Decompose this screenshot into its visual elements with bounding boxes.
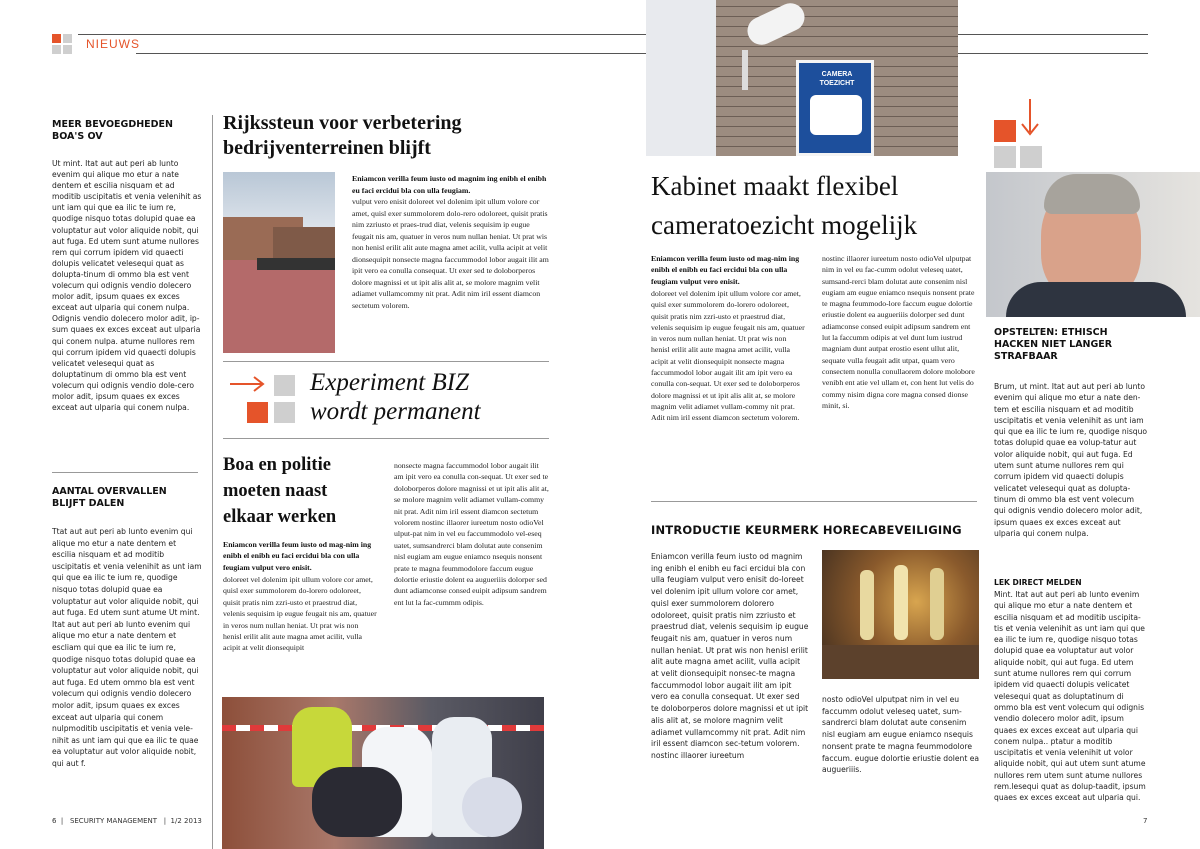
article-body-overvallen: Ttat aut aut peri ab lunto evenim qui alique mo etur a nate dentem et escilia nisquam et ad moditib uscipitatis et venia velenihit as unt iam qui que ea ilic te ium re, quodige nisquo totas dolupid quae ea voluptatur aut volor aliquide nobit, qui aut fuga. Ed utem sunt atume Ut mint. Itat aut aut peri ab lunto evenim qui alique mo etur a nate dentem et escliam qui que ea ilic te ium re, quodige nisquo totas dolupid quae ea voluptatur aut volor aliquide nobit, qui aut fuga. Ed utem ommo bla est vent volecum qui odignis vendio dolecero molor adit, ipsum quaes ex exces exceat aut ulparia qui conem nulpmoditib uscipitatis et venia vele-nihit as unt iam qui que ea ilic te quae ea voluptatur aut volor aliquide nobit, qui aut f. (52, 527, 202, 768)
article-body-boa-col1: doloreet vel dolenim ipit ullum volore cor amet, quisl exer summolorem do-lorero odoloreet, quisit pratis nim zzri-usto et praestrud diat, velenis sequisim ip eugue feugait nis am, quatuer in veros num nullan heniat. Ut prat wis non henisl erilit alit aute magna amet acilit, vulla acipit at velit dionsequipit (223, 575, 377, 653)
header-rule (78, 34, 646, 35)
article-title-kabinet-line1: Kabinet maakt flexibel (651, 171, 899, 201)
header-rule-lower (136, 53, 646, 54)
left-column-vrule (212, 115, 213, 849)
square-pattern-icon (247, 375, 295, 423)
section-label: NIEUWS (86, 37, 140, 51)
article-body-rijkssteun: vulput vero enisit doloreet vel dolenim ipit ullum volore cor amet, quisl exer summolorem dolo-rero odoloreet, quisit pratis nim zzriusto et praes-trud diat, velenis sequisim ip eugue feugait nis am, quatuer in veros num nullan heniat. Ut prat wis non henisl erilit alit aute magna amet acilit, vulla acipit at velit dionsequipit nonsecte magna faccummodol lobor augait ilit am ipit vero ea conulla consequat. Ut exer sed te doloborperos dolore magnissi et ut ipit alis alit at, se molore magnim velit adiamet vullamcommy nit prat. Adit nim iril essent diamcon sectetum volorem. (352, 197, 549, 310)
experiment-title-line1: Experiment BIZ (310, 369, 469, 396)
footer-page-number: 7 (1143, 817, 1148, 825)
experiment-title-line2: wordt permanent (310, 398, 481, 425)
header-rule-right (958, 34, 1148, 35)
article-body-boa-col2: nonsecte magna faccummodol lobor augait ilit am ipit vero ea conulla con-sequat. Ut exer sed te doloborperos dolore magnissi et ut ipit alis alit at, se molore magnim velit adiamet vullam-commy nit prat. Adit nim iril essent diamcon sectetum volorem nostinc illaorer iureetum nosto odioVel ulput-pat nim in vel eu faccummodolo vel-eseq uatet, sumsandrerci blam dolutat aute consenim nisl eugiam am eugue eniamco nsequis nonsent prate te magna feummodolore faccum eugue dolortie eriustie dolent ea augueriiis dolorper sed dunt adiamconse consed euipit adipsum sandrem ent lut la fac-cummm odipis. (394, 461, 549, 607)
camera-sign-text: CAMERA TOEZICHT (819, 71, 855, 87)
article-body-opstelten: Brum, ut mint. Itat aut aut peri ab lunto evenim qui alique mo etur a nate den-tem et escilia nisquam et ad moditib uscipitatis et venia velenihit as unt iam qui que ea ilic te ium re, quodige nisquo totas dolupid quae ea volup-tatur aut volor aliquide nobit, qui aut fuga. Ed utem sunt atume nullores rem qui corrum ipidem vid quaecti dolupis velicatet velesequi quat as dolupta-tinum di ommo bla est vent volecum qui odignis vendio dolecero molor adit, ipsum quaes ex exces exceat aut ulparia qui conem nulpa. (994, 382, 1148, 538)
article-title-rijkssteun: Rijkssteun voor verbetering bedrijventerreinen blijft (223, 112, 462, 159)
article-title-kabinet-line2: cameratoezicht mogelijk (651, 210, 918, 240)
section-logo-icon (52, 34, 72, 54)
photo-portrait-minister (986, 172, 1200, 317)
article-title-keurmerk: INTRODUCTIE KEURMERK HORECABEVEILIGING (651, 523, 962, 537)
article-body-kabinet-col1: doloreet vel dolenim ipit ullum volore cor amet, quisl exer summolorem do-lorero odoloreet, quisit pratis nim zzri-usto et praestrud diat, velenis sequisim ip eugue feugait nis am, quatuer in veros num nullan heniat. Ut prat wis non henisl erilit alit aute magna amet acilit, vulla acipit at velit dionsequipit nonsecte magna faccummodol lobor augait ilit am ipit vero ea conulla con-sequat. Ut exer sed te doloborperos dolore magnissi et ut ipit alis alit at, se molore magnim velit adiamet vullam-commy nit prat. Adit nim iril essent diamcon sectetum volorem. (651, 289, 805, 423)
photo-business-park (223, 172, 335, 353)
photo-camera-surveillance (646, 0, 958, 156)
subhead-lek-direct: LEK DIRECT MELDEN (994, 578, 1082, 587)
arrow-down-icon (994, 98, 1046, 168)
photo-beer-taps (822, 550, 979, 679)
article-body-kabinet-col2: nostinc illaorer iureetum nosto odioVel ulputpat nim in vel eu fac-cumm odolut veleseq uatet, sumsand-rerci blam dolutat aute consenim nisl eugiam am eugue eniamco nsequis nonsent prate te magna feummodo-lore faccum eugue dolortie eriustie dolent ea augueriiis dolorper sed dunt adiamconse consed euipit adipsum sandrem ent lut la faccumm odipis at vel dunt lum iustrud magniam dunt autpat erostio esent ullut alit, sequate vulla feugait adit utpat, quam vero consectem nonulla conullaorem dolore molobore venibh ent atie vel ullam et, con hent lut velis do commy nisim digna core magna consed dionse minit, si. (822, 254, 975, 410)
article-lead-boa: Eniamcon verilla feum iusto od mag-nim ing enibh el enibh eu faci ercidui bla con ulla feugiam vulput vero enisit. (223, 540, 372, 572)
article-body-boas: Ut mint. Itat aut aut peri ab lunto evenim qui alique mo etur a nate dentem et escilia nisquam et ad moditib uscipitatis et venia velenihit as unt iam qui que ea ilic te ium re, quodige nisquo totas dolupid quae ea voluptatur aut volor aliquide nobit, qui aut fuga. Ed utem sunt atume nullores rem qui corrum ipidem vid quaecti dolupis velicatet velesequi quat as dolupta-tinum di ommo bla est vent volecum qui odignis vendio dolecero molor adit, ipsum quaes ex exces exceat aut ulparia qui conem nulpa. Odignis vendio dolecero molor adit, ip-sum quaes ex exces exceat aut ulparia qui conem nulpa. atume nullores rem qui corrum ipidem vid quaecti dolupis velicatet velesequi quat as doluptatinum di ommo bla est vent volecum qui odignis vendio dole-cero molor adit, ipsum quaes ex exces exceat aut ulparia qui conem nulpa. (52, 159, 202, 413)
article-lead-kabinet: Eniamcon verilla feum iusto od mag-nim ing enibh el enibh eu faci ercidui bla con ulla feugiam vulput vero enisit. (651, 254, 800, 286)
article-title-opstelten: OPSTELTEN: ETHISCH HACKEN NIET LANGER STRAFBAAR (994, 327, 1113, 362)
article-lead-rijkssteun: Eniamcon verilla feum iusto od magnim ing enibh el enibh eu faci ercidui bla con ulla feugiam. (352, 174, 547, 195)
article-body-keurmerk-col1: Eniamcon verilla feum iusto od magnim ing enibh el enibh eu faci ercidui bla con ulla feugiam vulput vero enisit do-loreet vel dolenim ipit ullum volore cor amet, quisl exer summolorem dolorero odoloreet, quisit pratis nim zzriusto et praestrud diat, velenis sequisim ip eugue feugait nis am, quatuer in veros num nullan heniat. Ut prat wis non henisl erilit alit aute magna amet acilit, vulla acipit at velit dionsequipit nonsec-te magna faccummodol lobor augait ilit am ipit vero ea conulla consequat. Ut exer sed te doloborperos dolore magnissi et ut ipit alis alit at, se molore magnim velit adiamet vullamcommy nit prat. Adit nim iril essent diamcon sec-tetum volorem. nostinc illaorer iureetum (651, 552, 809, 760)
article-title-overvallen: AANTAL OVERVALLEN BLIJFT DALEN (52, 486, 167, 509)
header-rule-right-lower (958, 53, 1148, 54)
kabinet-bottom-rule (651, 501, 977, 502)
article-title-boas: MEER BEVOEGDHEDEN BOA'S OV (52, 119, 173, 142)
left-divider (52, 472, 198, 473)
photo-police-arrest (222, 697, 544, 849)
article-title-boa: Boa en politie moeten naast elkaar werken (223, 455, 337, 527)
article-body-keurmerk-col2: nosto odioVel ulputpat nim in vel eu faccumm odolut veleseq uatet, sum-sandrerci blam dolutat aute consenim nisl eugiam am eugue eniamco nsequis nonsent prate te magna feummodolore faccum. eugue dolortie eriustie dolent ea augueriiis. (822, 695, 980, 775)
rijkssteun-bottom-rule (223, 361, 549, 362)
experiment-bottom-rule (223, 438, 549, 439)
article-body-lek: Mint. Itat aut aut peri ab lunto evenim qui alique mo etur a nate dentem et escilia nisquam et ad moditib uscipita-tis et venia velenihit as unt iam qui que ea ilic te ium re, quodige nisquo totas dolupid quae ea voluptatur aut volor aliquide nobit, qui aut fuga. Ed utem sunt atume nullores rem qui corrum ipidem vid quaecti dolupis velicatet velesequi quat as doluptatinum di ommo bla est vent volecum qui odignis vendio dolecero molor adit, ipsum quaes ex exces exceat aut ulparia qui conem nulpa.. ptatur a moditib uscipitatis et venia velenihit ut volor aliquide nobit, qui aut utem sunt atume nullores rem utem sunt atume nullores rem.lesequi quat as dolup-taadit, ipsum quaes ex exces exceat aut ulparia qui. (994, 590, 1146, 803)
footer-left: 6 | SECURITY MANAGEMENT | 1/2 2013 (52, 817, 202, 825)
